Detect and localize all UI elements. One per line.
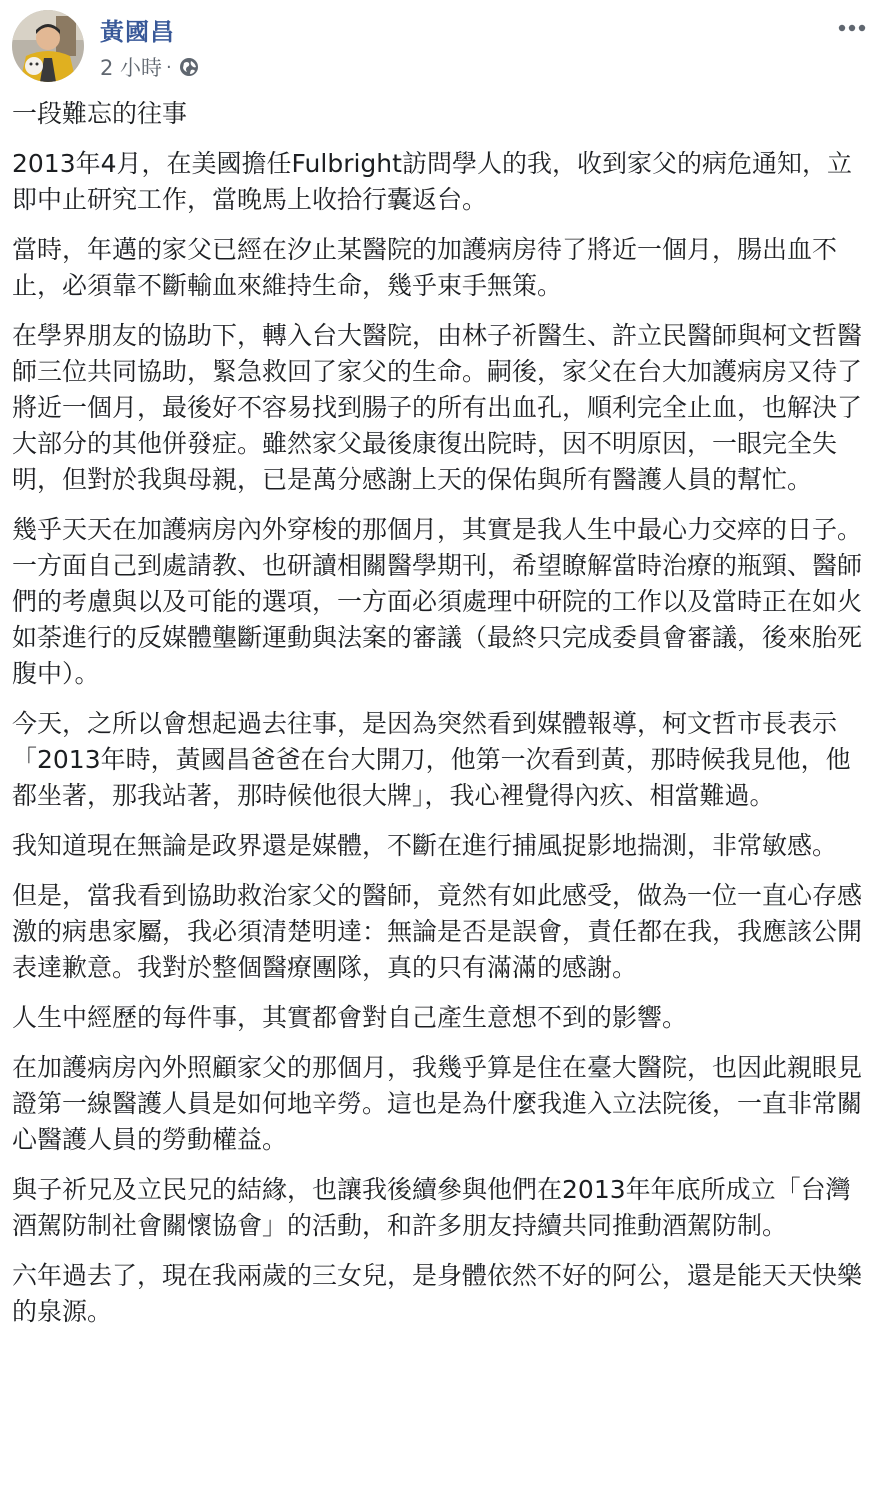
post-body — [12, 96, 864, 1344]
post-paragraph: 人生中經歷的每件事，其實都會對自己產生意想不到的影響。 — [12, 1003, 688, 1032]
post-paragraph: 在學界朋友的協助下，轉入台大醫院，由林子祈醫生、許立民醫師與柯文哲醫師三位共同協助，緊急救回了家父的生命。嗣後，家父在台大加護病房又待了將近一個月，最後好不容易找到腸子的所有出血孔，順利完全止血，也解決了大部分的其他併發症。雖然家父最後康復出院時，因不明原因，一眼完全失明，但對於我與母親，已是萬分感謝上天的保佑與所有醫護人員的幫忙。 — [12, 321, 863, 494]
post-paragraph: 與子祈兄及立民兄的結緣，也讓我後續參與他們在2013年年底所成立「台灣酒駕防制社會關懷協會」的活動，和許多朋友持續共同推動酒駕防制。 — [12, 1175, 851, 1240]
author-name[interactable]: 黃國昌 — [100, 18, 175, 46]
post-paragraph: 在加護病房內外照顧家父的那個月，我幾乎算是住在臺大醫院，也因此親眼見證第一線醫護人員是如何地辛勞。這也是為什麼我進入立法院後，一直非常關心醫護人員的勞動權益。 — [12, 1053, 863, 1154]
post-timestamp[interactable]: 2 小時 — [100, 56, 163, 80]
post-meta — [100, 52, 200, 82]
post-paragraph: 六年過去了，現在我兩歲的三女兒，是身體依然不好的阿公，還是能天天快樂的泉源。 — [12, 1261, 863, 1326]
globe-icon[interactable] — [178, 56, 200, 78]
more-options-icon[interactable] — [834, 16, 870, 40]
avatar[interactable] — [12, 10, 84, 82]
post-paragraph: 當時，年邁的家父已經在汐止某醫院的加護病房待了將近一個月，腸出血不止，必須靠不斷輸血來維持生命，幾乎束手無策。 — [12, 235, 838, 300]
post-header — [12, 10, 872, 82]
post-paragraph: 我知道現在無論是政界還是媒體，不斷在進行捕風捉影地揣測，非常敏感。 — [12, 831, 838, 860]
meta-separator: · — [166, 56, 172, 78]
post-paragraph: 2013年4月，在美國擔任Fulbright訪問學人的我，收到家父的病危通知，立即中止研究工作，當晚馬上收拾行囊返台。 — [12, 149, 852, 214]
avatar-photo — [12, 10, 84, 82]
post-paragraph: 今天，之所以會想起過去往事，是因為突然看到媒體報導，柯文哲市長表示「2013年時，黃國昌爸爸在台大開刀，他第一次看到黃，那時候我見他，他都坐著，那我站著，那時候他很大牌」，我心裡覺得內疚、相當難過。 — [12, 709, 851, 810]
post-paragraph: 幾乎天天在加護病房內外穿梭的那個月，其實是我人生中最心力交瘁的日子。一方面自己到處請教、也研讀相關醫學期刊，希望瞭解當時治療的瓶頸、醫師們的考慮與以及可能的選項，一方面必須處理中研院的工作以及當時正在如火如荼進行的反媒體壟斷運動與法案的審議（最終只完成委員會審議，後來胎死腹中）。 — [12, 515, 863, 688]
post-paragraph: 一段難忘的往事 — [12, 99, 188, 128]
post-paragraph: 但是，當我看到協助救治家父的醫師，竟然有如此感受，做為一位一直心存感激的病患家屬，我必須清楚明達：無論是否是誤會，責任都在我，我應該公開表達歉意。我對於整個醫療團隊，真的只有滿滿的感謝。 — [12, 881, 863, 982]
